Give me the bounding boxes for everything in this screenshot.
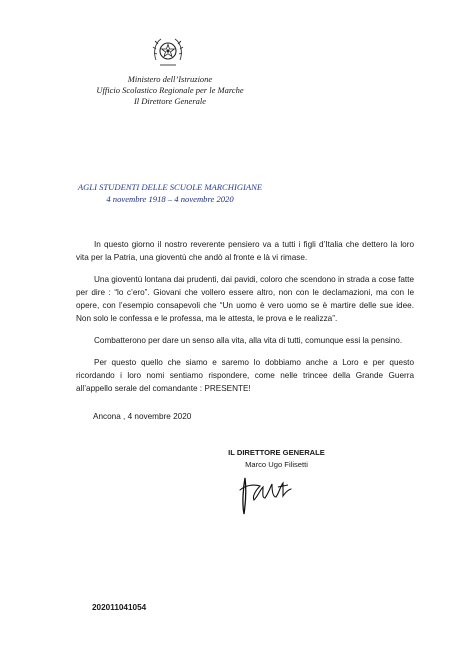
commemoration-dates: 4 novembre 1918 – 4 novembre 2020	[106, 194, 234, 204]
recipient-block	[0, 181, 340, 205]
letterhead-ministry: Ministero dell’Istruzione	[127, 74, 213, 84]
protocol-number: 202011041054	[92, 603, 147, 612]
recipient-line: AGLI STUDENTI DELLE SCUOLE MARCHIGIANE	[77, 182, 263, 192]
signature-block	[204, 447, 349, 471]
paragraph-2: Una gioventù lontana dai prudenti, dai pavidi, coloro che scendono in strada a cose fatte per dire : “lo c’ero”. Giovani che vollero essere altro, non con le declamazioni, ma con le opere, con l’esempio consapevoli che “Un uomo è vero uomo se è martire delle sue idee. Non solo le confessa e le professa, ma le attesta, le prova e le realizza”.	[76, 275, 414, 323]
emblem-of-italy-icon	[150, 34, 186, 70]
paragraph-4: Per questo quello che siamo e saremo lo dobbiamo anche a Loro e per questo ricordando i loro nomi sentiamo rispondere, come nelle trincee della Grande Guerra all’appello serale del comandante : PRESENTE!	[76, 358, 414, 393]
paragraph-3: Combatterono per dare un senso alla vita, alla vita di tutti, comunque essi la pensino.	[94, 336, 403, 345]
place-and-date: Ancona , 4 novembre 2020	[93, 412, 192, 421]
letterhead	[0, 74, 340, 107]
signatory-name: Marco Ugo Filisetti	[245, 460, 308, 469]
letterhead-role: Il Direttore Generale	[133, 96, 207, 106]
letter-body	[76, 238, 414, 404]
letterhead-office: Ufficio Scolastico Regionale per le Marche	[96, 85, 244, 95]
paragraph-1: In questo giorno il nostro reverente pensiero va a tutti i figli d’Italia che dettero la loro vita per la Patria, una gioventù che andò al fronte e là vi rimase.	[76, 240, 414, 262]
handwritten-signature	[232, 474, 302, 516]
signatory-title: IL DIRETTORE GENERALE	[228, 448, 325, 457]
